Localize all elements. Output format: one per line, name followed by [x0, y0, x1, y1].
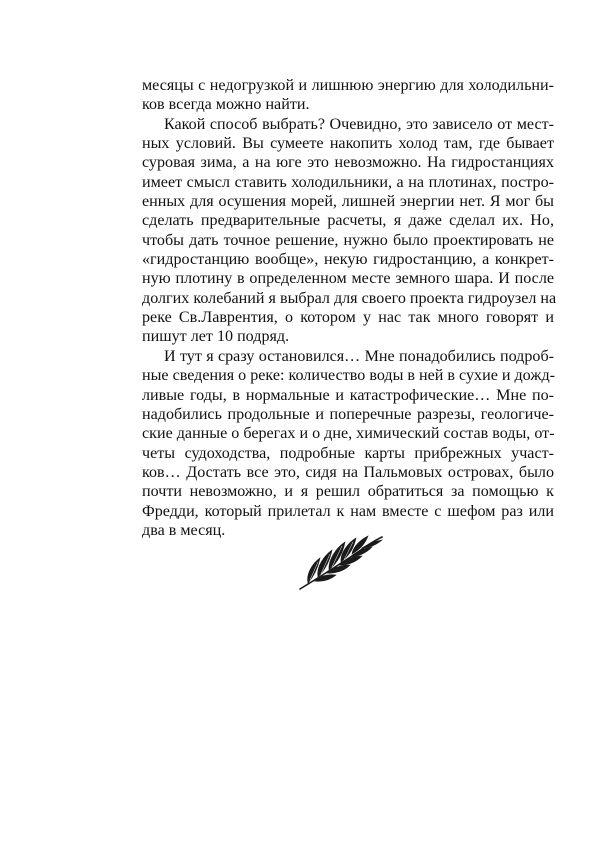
text-line: Фредди, который прилетал к нам вместе с шефом раз или: [142, 502, 554, 520]
text-line: пишут лет 10 подряд.: [142, 328, 290, 346]
text-line: почти невозможно, и я решил обратиться за помощью к: [142, 483, 554, 501]
text-line: чтобы дать точное решение, нужно было проектировать не: [142, 231, 554, 249]
text-line: четы судоходства, подробные карты прибрежных участ-: [142, 444, 554, 462]
text-line: ков… Достать все это, сидя на Пальмовых островах, было: [142, 463, 554, 481]
text-line: ков всегда можно найти.: [142, 96, 310, 114]
text-line: имеет смысл ставить холодильники, а на плотинах, постро-: [142, 173, 554, 191]
text-line: ную плотину в определенном месте земного шара. И после: [142, 270, 554, 288]
text-line: енных для осушения морей, лишней энергии нет. Я мог бы: [142, 193, 554, 211]
text-line: ские данные о берегах и о дне, химический состав воды, от-: [142, 425, 555, 443]
body-text: [142, 76, 557, 540]
text-line: долгих колебаний я выбрал для своего проекта гидроузел на: [142, 289, 557, 307]
text-line: два в месяц.: [142, 521, 226, 539]
text-line: надобились продольные и поперечные разрезы, геологиче-: [142, 405, 554, 423]
text-line: ливые годы, в нормальные и катастрофические… Мне по-: [142, 386, 554, 404]
text-line: Какой способ выбрать? Очевидно, это зависело от мест-: [164, 115, 554, 133]
text-line: И тут я сразу остановился… Мне понадобились подроб-: [164, 347, 554, 365]
text-line: «гидростанцию вообще», некую гидростанцию, а конкрет-: [142, 251, 554, 269]
text-line: реке Св.Лаврентия, о котором у нас так много говорят и: [142, 309, 554, 327]
text-line: ные сведения о реке: количество воды в ней в сухие и дожд-: [142, 367, 555, 385]
text-line: месяцы с недогрузкой и лишнюю энергию для холодильни-: [142, 77, 554, 94]
text-line: ных условий. Вы сумеете накопить холод там, где бывает: [142, 135, 554, 153]
text-line: суровая зима, а на юге это невозможно. На гидростанциях: [142, 154, 554, 172]
laurel-branch-icon: [298, 534, 388, 592]
text-line: сделать предварительные расчеты, я даже сделал их. Но,: [142, 212, 554, 230]
